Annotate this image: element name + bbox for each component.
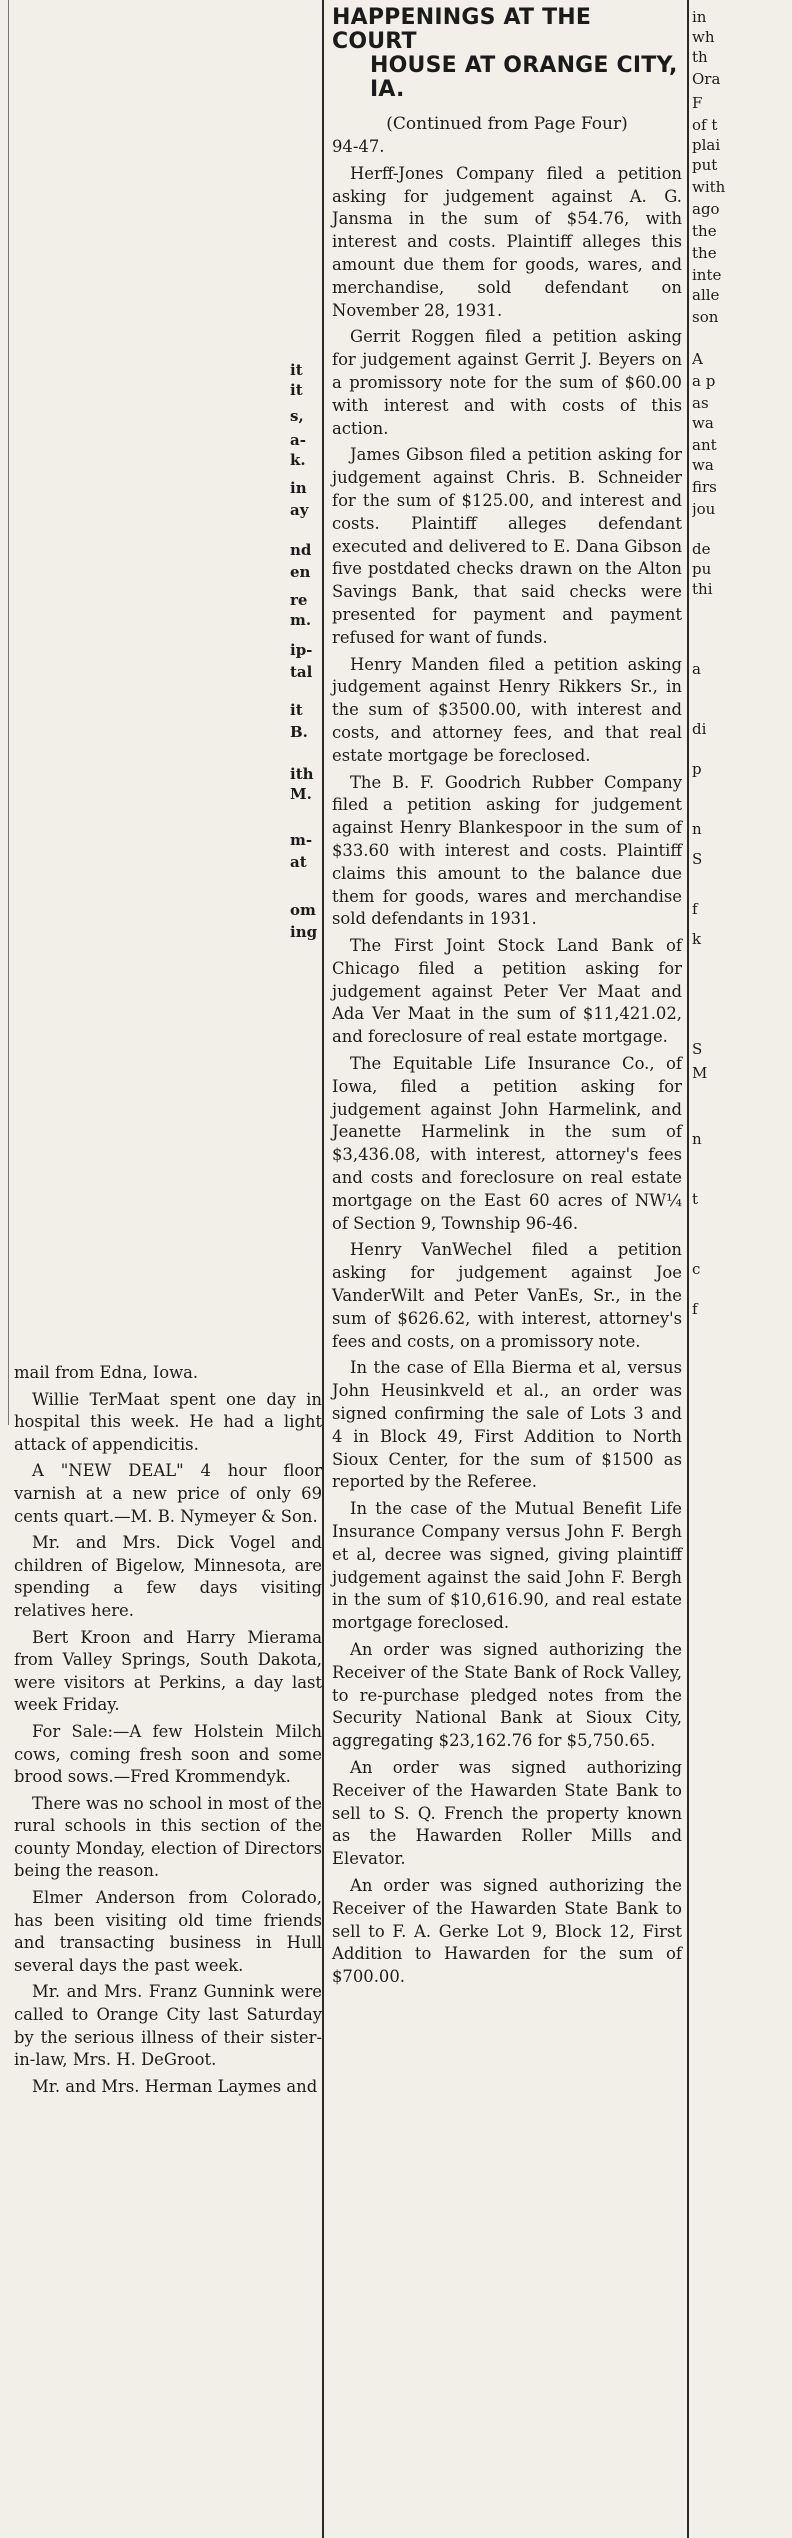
- local-news-item: Mr. and Mrs. Herman Laymes and: [32, 2076, 318, 2096]
- left-edge-fragment: ay: [290, 501, 309, 519]
- right-edge-fragment: de: [692, 540, 711, 558]
- article-paragraph: Herff-Jones Company filed a petition asking for judgement against A. G. Jansma in the sum of $54.76, with interest and costs. Plaintiff alleges this amount due them for goods, wares, and merchandise, sold defendant on November 28, 1931.: [332, 163, 682, 320]
- column-rule-center: [322, 0, 324, 2538]
- article-paragraph: James Gibson filed a petition asking for judgement against Chris. B. Schneider for the sum of $125.00, and interest and costs. Plaintiff alleges defendant executed and delivered to E. Dana Gibson five postdated checks drawn on the Alton Savings Bank, that said checks were presented for payment and payment refused for want of funds.: [332, 445, 682, 647]
- left-edge-fragment: om: [290, 901, 316, 919]
- article-paragraph: Henry Manden filed a petition asking judgement against Henry Rikkers Sr., in the sum of $3500.00, with interest and costs, and attorney fees, and that real estate mortgage be foreclosed.: [332, 654, 682, 765]
- local-news-item: There was no school in most of the rural schools in this section of the county Monday, election of Directors being the reason.: [14, 1793, 322, 1881]
- right-edge-fragment: n: [692, 1130, 702, 1148]
- right-edge-fragment: F: [692, 94, 703, 112]
- local-news-item: Mr. and Mrs. Dick Vogel and children of Bigelow, Minnesota, are spending a few days visiting relatives here.: [14, 1533, 322, 1620]
- right-edge-fragment: a p: [692, 372, 716, 390]
- local-news-item: Bert Kroon and Harry Mierama from Valley Springs, South Dakota, were visitors at Perkins, a day last week Friday.: [14, 1627, 322, 1715]
- article-paragraph: In the case of the Mutual Benefit Life Insurance Company versus John F. Bergh et al, decree was signed, giving plaintiff judgement against the said John F. Bergh in the sum of $10,616.90, and real estate mortgage foreclosed.: [332, 1499, 682, 1633]
- left-edge-fragment: B.: [290, 723, 308, 741]
- right-edge-fragment: inte: [692, 266, 722, 284]
- right-edge-fragment: n: [692, 820, 702, 838]
- left-edge-fragment: M.: [290, 785, 312, 803]
- article-paragraph: Gerrit Roggen filed a petition asking for judgement against Gerrit J. Beyers on a promissory note for the sum of $60.00 with interest and with costs of this action.: [332, 327, 682, 438]
- court-house-article: [332, 6, 682, 1993]
- right-edge-fragment: in: [692, 8, 707, 26]
- continued-note: (Continued from Page Four): [386, 114, 628, 134]
- article-paragraph: An order was signed authorizing Receiver of the Hawarden State Bank to sell to S. Q. French the property known as the Hawarden Roller Mills and Elevator.: [332, 1757, 682, 1869]
- right-edge-fragment: a: [692, 660, 701, 678]
- right-edge-fragment: p: [692, 760, 702, 778]
- article-headline: [332, 6, 682, 102]
- left-edge-fragment: ing: [290, 923, 318, 941]
- right-edge-fragment: S: [692, 1040, 703, 1058]
- article-paragraph: Henry VanWechel filed a petition asking for judgement against Joe VanderWilt and Peter VanEs, Sr., in the sum of $626.62, with interest, attorney's fees and costs, on a promissory note.: [332, 1240, 682, 1351]
- local-news-item: Elmer Anderson from Colorado, has been visiting old time friends and transacting business in Hull several days the past week.: [14, 1888, 322, 1975]
- right-edge-fragment: t: [692, 1190, 699, 1208]
- right-edge-fragment: thi: [692, 580, 713, 598]
- right-edge-fragment: A: [692, 350, 703, 368]
- local-news-column: [14, 1362, 322, 2102]
- left-edge-fragment: s,: [290, 407, 304, 425]
- article-body: [332, 136, 682, 1989]
- right-edge-fragment: wa: [692, 414, 714, 432]
- article-paragraph: An order was signed authorizing the Receiver of the Hawarden State Bank to sell to F. A. Gerke Lot 9, Block 12, First Addition to Hawarden for the sum of $700.00.: [332, 1875, 682, 1987]
- right-edge-fragment: plai: [692, 136, 721, 154]
- local-news-item: A "NEW DEAL" 4 hour floor varnish at a new price of only 69 cents quart.—M. B. Nymeyer & Son.: [14, 1461, 322, 1526]
- right-edge-fragment: di: [692, 720, 707, 738]
- right-edge-fragment: as: [692, 394, 709, 412]
- right-edge-fragment: Ora: [692, 70, 721, 88]
- right-edge-fragment: pu: [692, 560, 712, 578]
- article-paragraph: 94-47.: [332, 137, 385, 156]
- article-paragraph: An order was signed authorizing the Receiver of the State Bank of Rock Valley, to re-purchase pledged notes from the Security National Bank at Sioux City, aggregating $23,162.76 for $5,750.65.: [332, 1640, 682, 1751]
- right-edge-fragment: firs: [692, 478, 717, 496]
- right-edge-fragment: alle: [692, 286, 720, 304]
- left-edge-fragment: it: [290, 701, 303, 719]
- local-news-item: Willie TerMaat spent one day in hospital this week. He had a light attack of appendicitis.: [14, 1389, 322, 1454]
- article-paragraph: The B. F. Goodrich Rubber Company filed a petition asking for judgement against Henry Blankespoor in the sum of $33.60 with interest and costs. Plaintiff claims this amount to the balance due them for goods, wares and merchandise sold defendants in 1931.: [332, 772, 682, 929]
- left-edge-fragment: m-: [290, 831, 313, 849]
- headline-line-2: HOUSE AT ORANGE CITY, IA.: [370, 53, 678, 102]
- right-edge-fragment: son: [692, 308, 719, 326]
- right-edge-fragment: the: [692, 244, 717, 262]
- right-edge-fragment: f: [692, 1300, 698, 1318]
- article-paragraph: In the case of Ella Bierma et al, versus John Heusinkveld et al., an order was signed confirming the sale of Lots 3 and 4 in Block 49, First Addition to North Sioux Center, for the sum of $1500 as reported by the Referee.: [332, 1358, 682, 1492]
- local-news-item: For Sale:—A few Holstein Milch cows, coming fresh soon and some brood sows.—Fred Krommendyk.: [14, 1721, 322, 1787]
- left-edge-fragment: tal: [290, 663, 313, 681]
- right-edge-fragment: S: [692, 850, 703, 868]
- right-edge-fragment: wa: [692, 456, 714, 474]
- left-edge-fragment: nd: [290, 541, 312, 559]
- article-paragraph: The Equitable Life Insurance Co., of Iowa, filed a petition asking for judgement against John Harmelink, and Jeanette Harmelink in the sum of $3,436.08, with interest, attorney's fees and costs and foreclosure on real estate mortgage on the East 60 acres of NW¼ of Section 9, Township 96-46.: [332, 1054, 682, 1233]
- right-edge-fragment: jou: [692, 500, 716, 518]
- right-edge-fragment: M: [692, 1064, 708, 1082]
- left-edge-fragment: it: [290, 361, 303, 379]
- right-edge-fragment: put: [692, 156, 718, 174]
- left-edge-fragment: in: [290, 479, 307, 497]
- right-edge-fragment: th: [692, 48, 708, 66]
- column-rule-left: [8, 0, 9, 1425]
- right-edge-fragment: k: [692, 930, 702, 948]
- left-edge-fragment: at: [290, 853, 307, 871]
- left-edge-fragment: it: [290, 381, 303, 399]
- right-edge-fragment: wh: [692, 28, 715, 46]
- left-edge-fragment: ith: [290, 765, 314, 783]
- local-news-item: Mr. and Mrs. Franz Gunnink were called to Orange City last Saturday by the serious illness of their sister-in-law, Mrs. H. DeGroot.: [14, 1982, 322, 2070]
- right-edge-fragment: f: [692, 900, 698, 918]
- left-edge-fragment: a-: [290, 431, 306, 449]
- right-edge-fragment: of t: [692, 116, 718, 134]
- left-edge-fragment: k.: [290, 451, 306, 469]
- left-edge-fragment: ip-: [290, 641, 313, 659]
- right-edge-fragment: the: [692, 222, 717, 240]
- right-edge-fragment: c: [692, 1260, 701, 1278]
- left-edge-fragment: re: [290, 591, 308, 609]
- right-edge-fragment: with: [692, 178, 726, 196]
- column-rule-right: [687, 0, 689, 2538]
- local-news-item: mail from Edna, Iowa.: [14, 1363, 199, 1382]
- headline-line-1: HAPPENINGS AT THE COURT: [332, 5, 592, 54]
- article-paragraph: The First Joint Stock Land Bank of Chicago filed a petition asking for judgement against Peter Ver Maat and Ada Ver Maat in the sum of $11,421.02, and foreclosure of real estate mortgage.: [332, 936, 682, 1047]
- right-edge-fragment: ago: [692, 200, 720, 218]
- right-edge-fragment: ant: [692, 436, 717, 454]
- left-edge-fragment: en: [290, 563, 311, 581]
- left-edge-fragment: m.: [290, 611, 312, 629]
